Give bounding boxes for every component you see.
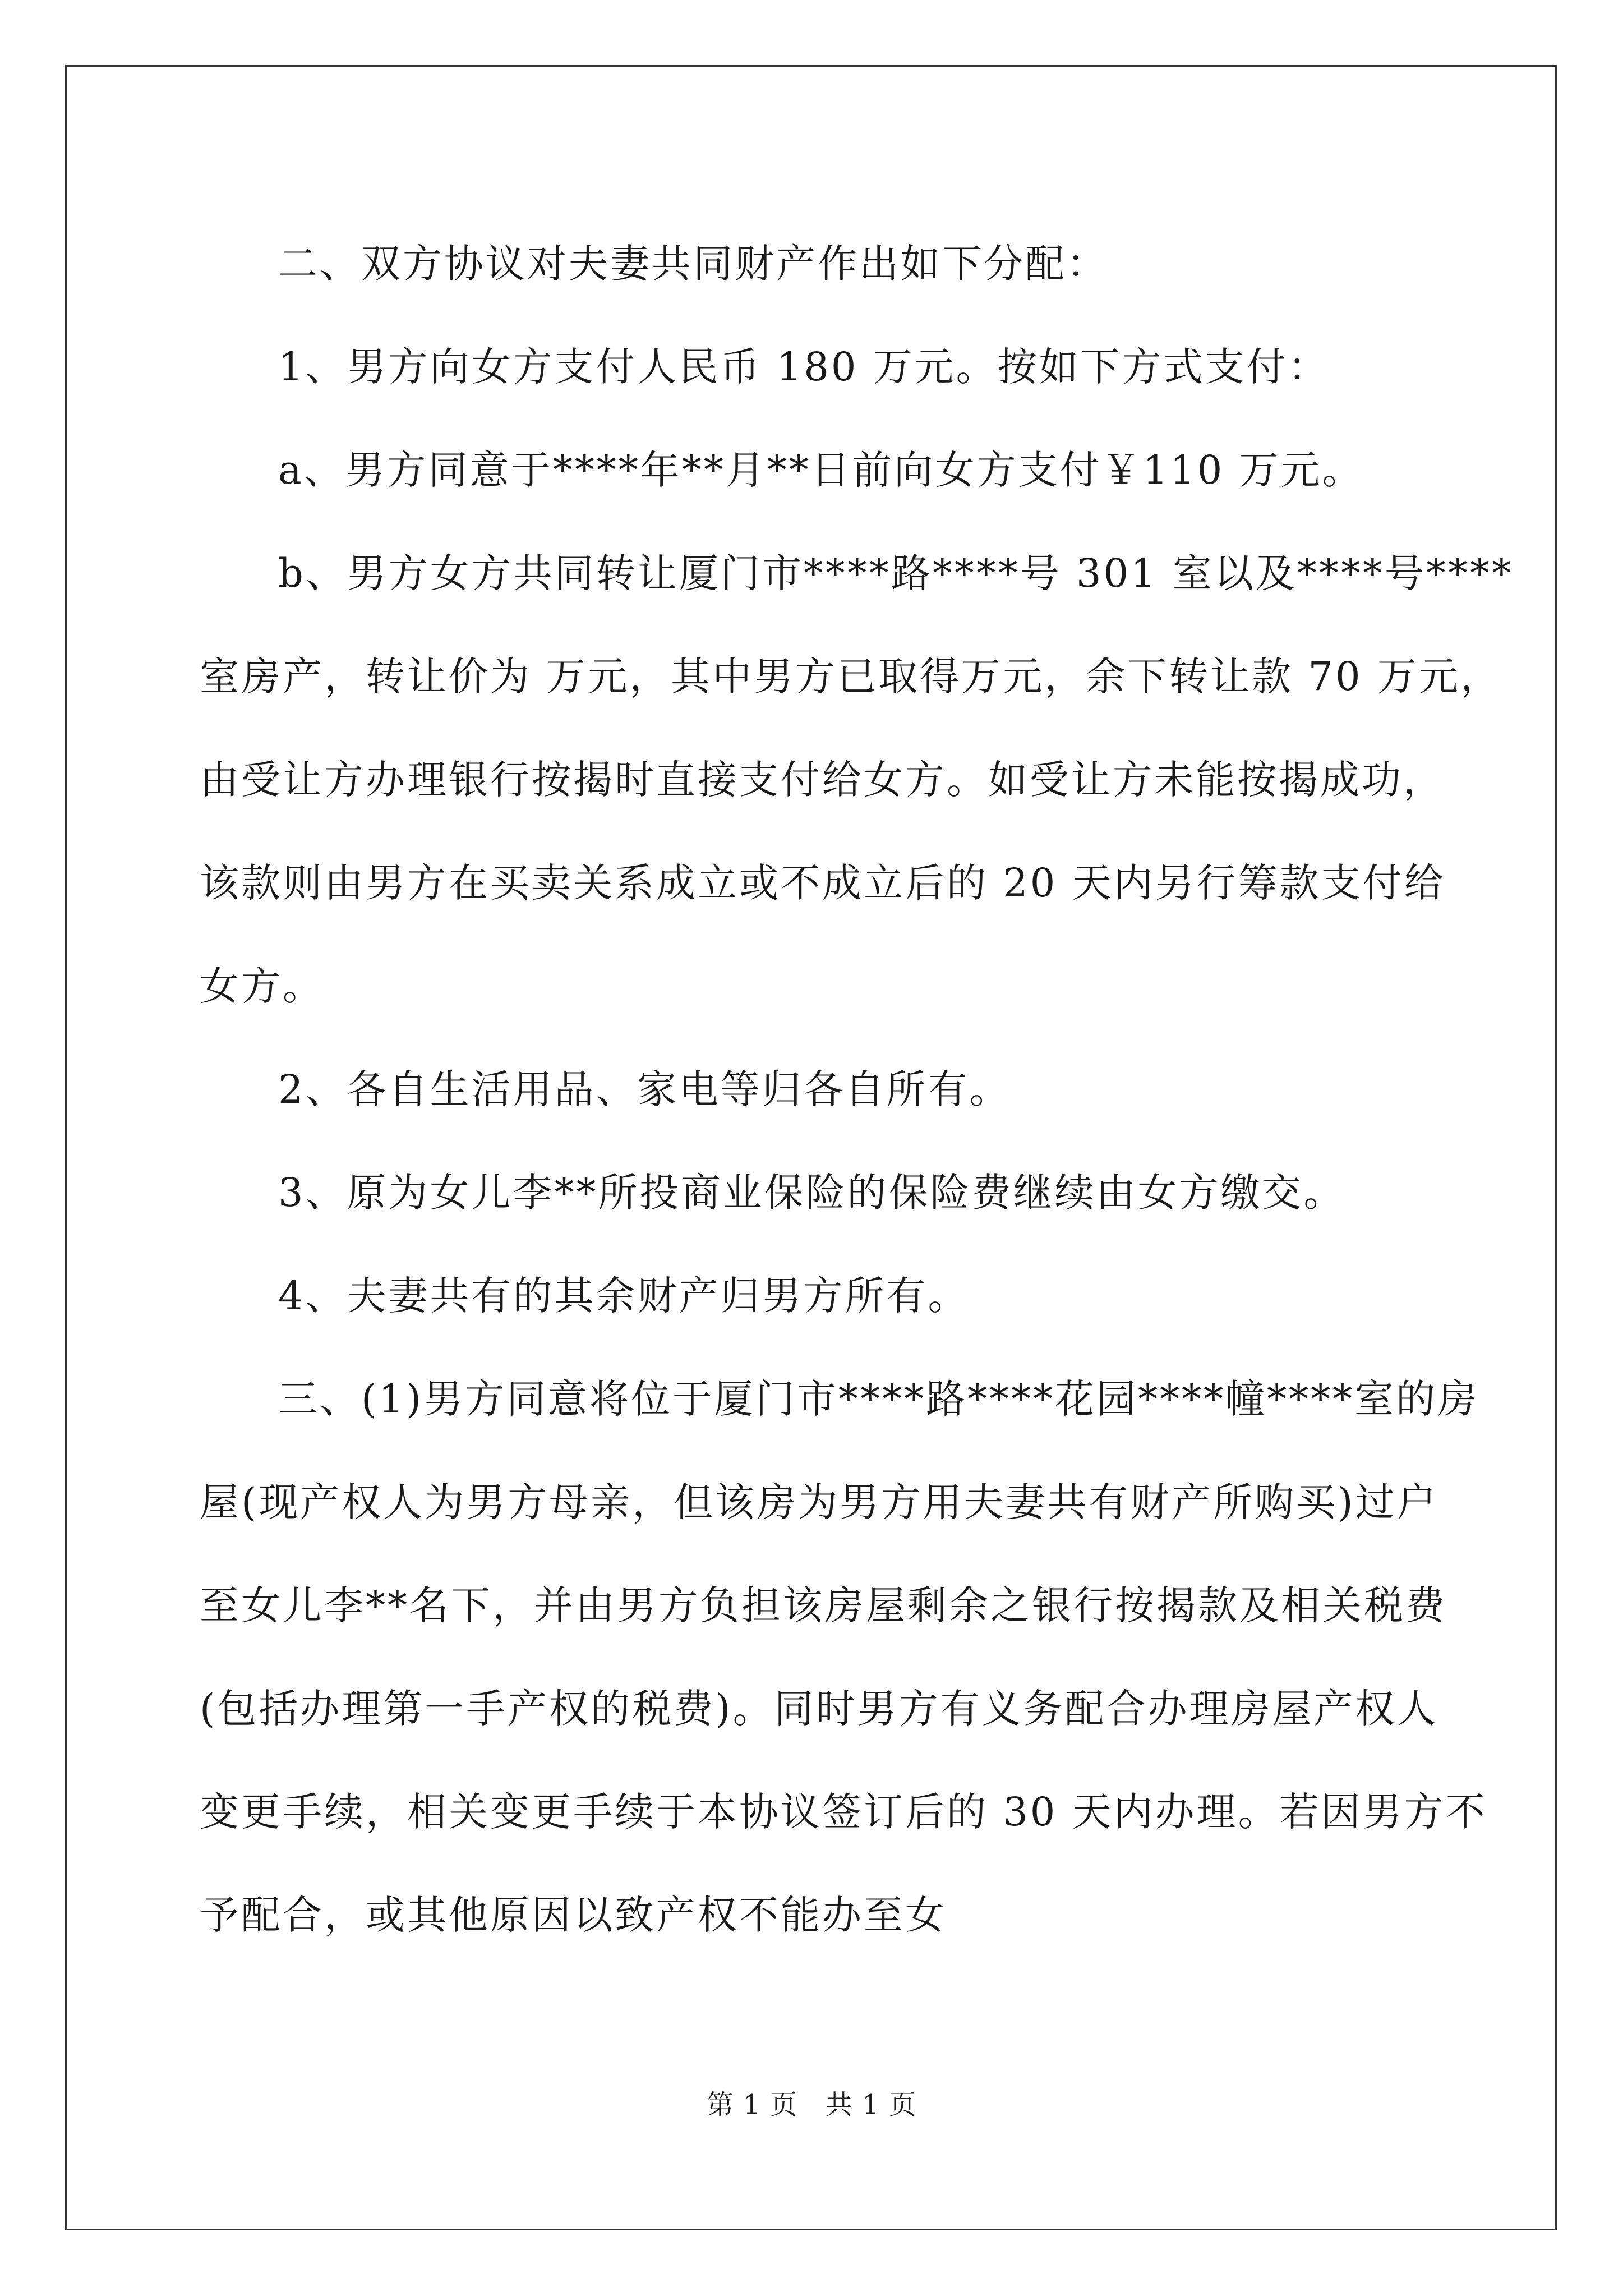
document-line: b、男方女方共同转让厦门市****路****号 301 室以及****号**** — [278, 550, 1514, 596]
page-footer — [0, 2088, 1623, 2122]
document-line: 3、原为女儿李**所投商业保险的保险费继续由女方缴交。 — [278, 1170, 1345, 1216]
document-line: 4、夫妻共有的其余财产归男方所有。 — [278, 1273, 970, 1319]
document-line: 至女儿李**名下，并由男方负担该房屋剩余之银行按揭款及相关税费 — [200, 1582, 1447, 1628]
document-line: 予配合，或其他原因以致产权不能办至女 — [200, 1892, 947, 1938]
document-line: 女方。 — [200, 963, 324, 1009]
document-line: 该款则由男方在买卖关系成立或不成立后的 20 天内另行筹款支付给 — [200, 860, 1446, 906]
document-line: 1、男方向女方支付人民币 180 万元。按如下方式支付： — [278, 344, 1330, 390]
document-line: 变更手续，相关变更手续于本协议签订后的 30 天内办理。若因男方不 — [200, 1789, 1487, 1835]
document-line: 三、(1)男方同意将位于厦门市****路****花园****幢****室的房 — [278, 1376, 1479, 1422]
document-line: 屋(现产权人为男方母亲，但该房为男方用夫妻共有财产所购买)过户 — [200, 1479, 1438, 1525]
document-line: 二、双方协议对夫妻共同财产作出如下分配： — [278, 241, 1108, 287]
document-line: 由受让方办理银行按揭时直接支付给女方。如受让方未能按揭成功， — [200, 757, 1445, 803]
page-number: 第 1 页 — [706, 2089, 797, 2120]
document-line: 2、各自生活用品、家电等归各自所有。 — [278, 1066, 1011, 1112]
page-total: 共 1 页 — [826, 2089, 917, 2120]
document-line: (包括办理第一手产权的税费)。同时男方有义务配合办理房屋产权人 — [200, 1686, 1438, 1732]
document-line: a、男方同意于****年**月**日前向女方支付￥110 万元。 — [278, 447, 1364, 493]
document-line: 室房产，转让价为 万元，其中男方已取得万元，余下转让款 70 万元， — [200, 654, 1502, 700]
document-body — [200, 212, 1514, 1967]
